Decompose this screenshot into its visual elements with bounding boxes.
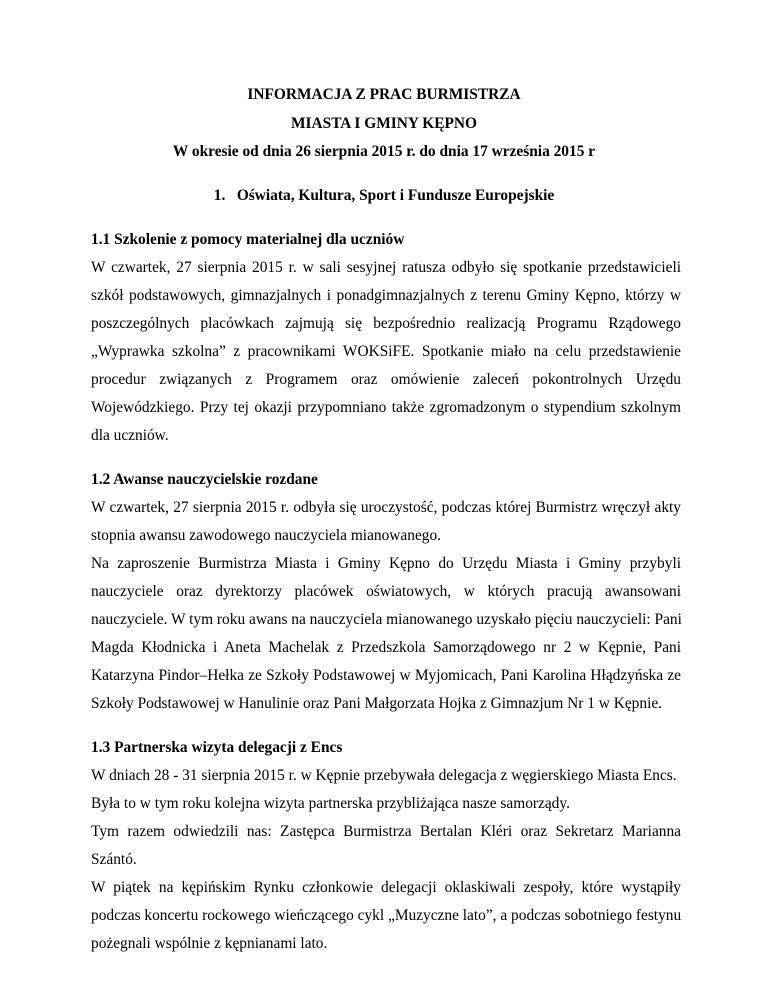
doc-title-line2: MIASTA I GMINY KĘPNO [291,115,477,132]
section-1-title: 1. Oświata, Kultura, Sport i Fundusze Europejskie [213,187,555,204]
s12-line: nauczyciele oraz dyrektorzy placówek oświatowych, w których pracują awansowani [91,583,681,600]
s13-line: Szántó. [91,851,137,868]
s13-line: Tym razem odwiedzili nas: Zastępca Burmistrza Bertalan Kléri oraz Sekretarz Marianna [91,823,681,840]
s13-line: Była to w tym roku kolejna wizyta partnerska przybliżająca nasze samorządy. [91,795,570,812]
s11-line: poszczególnych placówkach zajmują się bezpośrednio realizacją Programu Rządowego [91,315,681,332]
s13-line: pożegnali wspólnie z kępnianami lato. [91,935,328,952]
s12-line: Magda Kłodnicka i Aneta Machelak z Przedszkola Samorządowego nr 2 w Kępnie, Pani [91,639,681,656]
s11-heading: 1.1 Szkolenie z pomocy materialnej dla uczniów [91,231,405,248]
s11-line: „Wyprawka szkolna” z pracownikami WOKSiFE. Spotkanie miało na celu przedstawienie [91,343,681,360]
s12-line: Katarzyna Pindor–Hełka ze Szkoły Podstawowej w Myjomicach, Pani Karolina Hłądzyńska ze [91,667,681,684]
s13-line: podczas koncertu rockowego wieńczącego cykl „Muzyczne lato”, a podczas sobotniego festynu [91,907,682,924]
s12-line: nauczyciele. W tym roku awans na nauczyciela mianowanego uzyskało pięciu nauczycieli: Pani [91,611,682,628]
s11-line: Wojewódzkiego. Przy tej okazji przypomniano także zgromadzonym o stypendium szkolnym [91,399,681,416]
s12-line: stopnia awansu zawodowego nauczyciela mianowanego. [91,527,442,544]
doc-title-line1: INFORMACJA Z PRAC BURMISTRZA [247,86,521,103]
s13-line: W piątek na kępińskim Rynku członkowie delegacji oklaskiwali zespoły, które wystąpiły [91,879,681,896]
s12-line: Na zaproszenie Burmistrza Miasta i Gminy Kępno do Urzędu Miasta i Gminy przybyli [91,555,681,572]
s11-line: W czwartek, 27 sierpnia 2015 r. w sali sesyjnej ratusza odbyło się spotkanie przedstawicieli [91,259,681,276]
doc-period: W okresie od dnia 26 sierpnia 2015 r. do dnia 17 września 2015 r [172,143,596,160]
s11-line: dla uczniów. [91,427,169,444]
s11-line: szkół podstawowych, gimnazjalnych i ponadgimnazjalnych z terenu Gminy Kępno, którzy w [91,287,681,304]
s12-heading: 1.2 Awanse nauczycielskie rozdane [91,471,318,488]
s12-line: Szkoły Podstawowej w Hanulinie oraz Pani Małgorzata Hojka z Gimnazjum Nr 1 w Kępnie. [91,695,663,712]
s12-line: W czwartek, 27 sierpnia 2015 r. odbyła się uroczystość, podczas której Burmistrz wręczył akty [91,499,681,516]
s11-line: procedur związanych z Programem oraz omówienie zaleceń pokontrolnych Urzędu [91,371,681,388]
s13-line: W dniach 28 - 31 sierpnia 2015 r. w Kępnie przebywała delegacja z węgierskiego Miasta Encs. [91,767,677,784]
s13-heading: 1.3 Partnerska wizyta delegacji z Encs [91,739,343,756]
